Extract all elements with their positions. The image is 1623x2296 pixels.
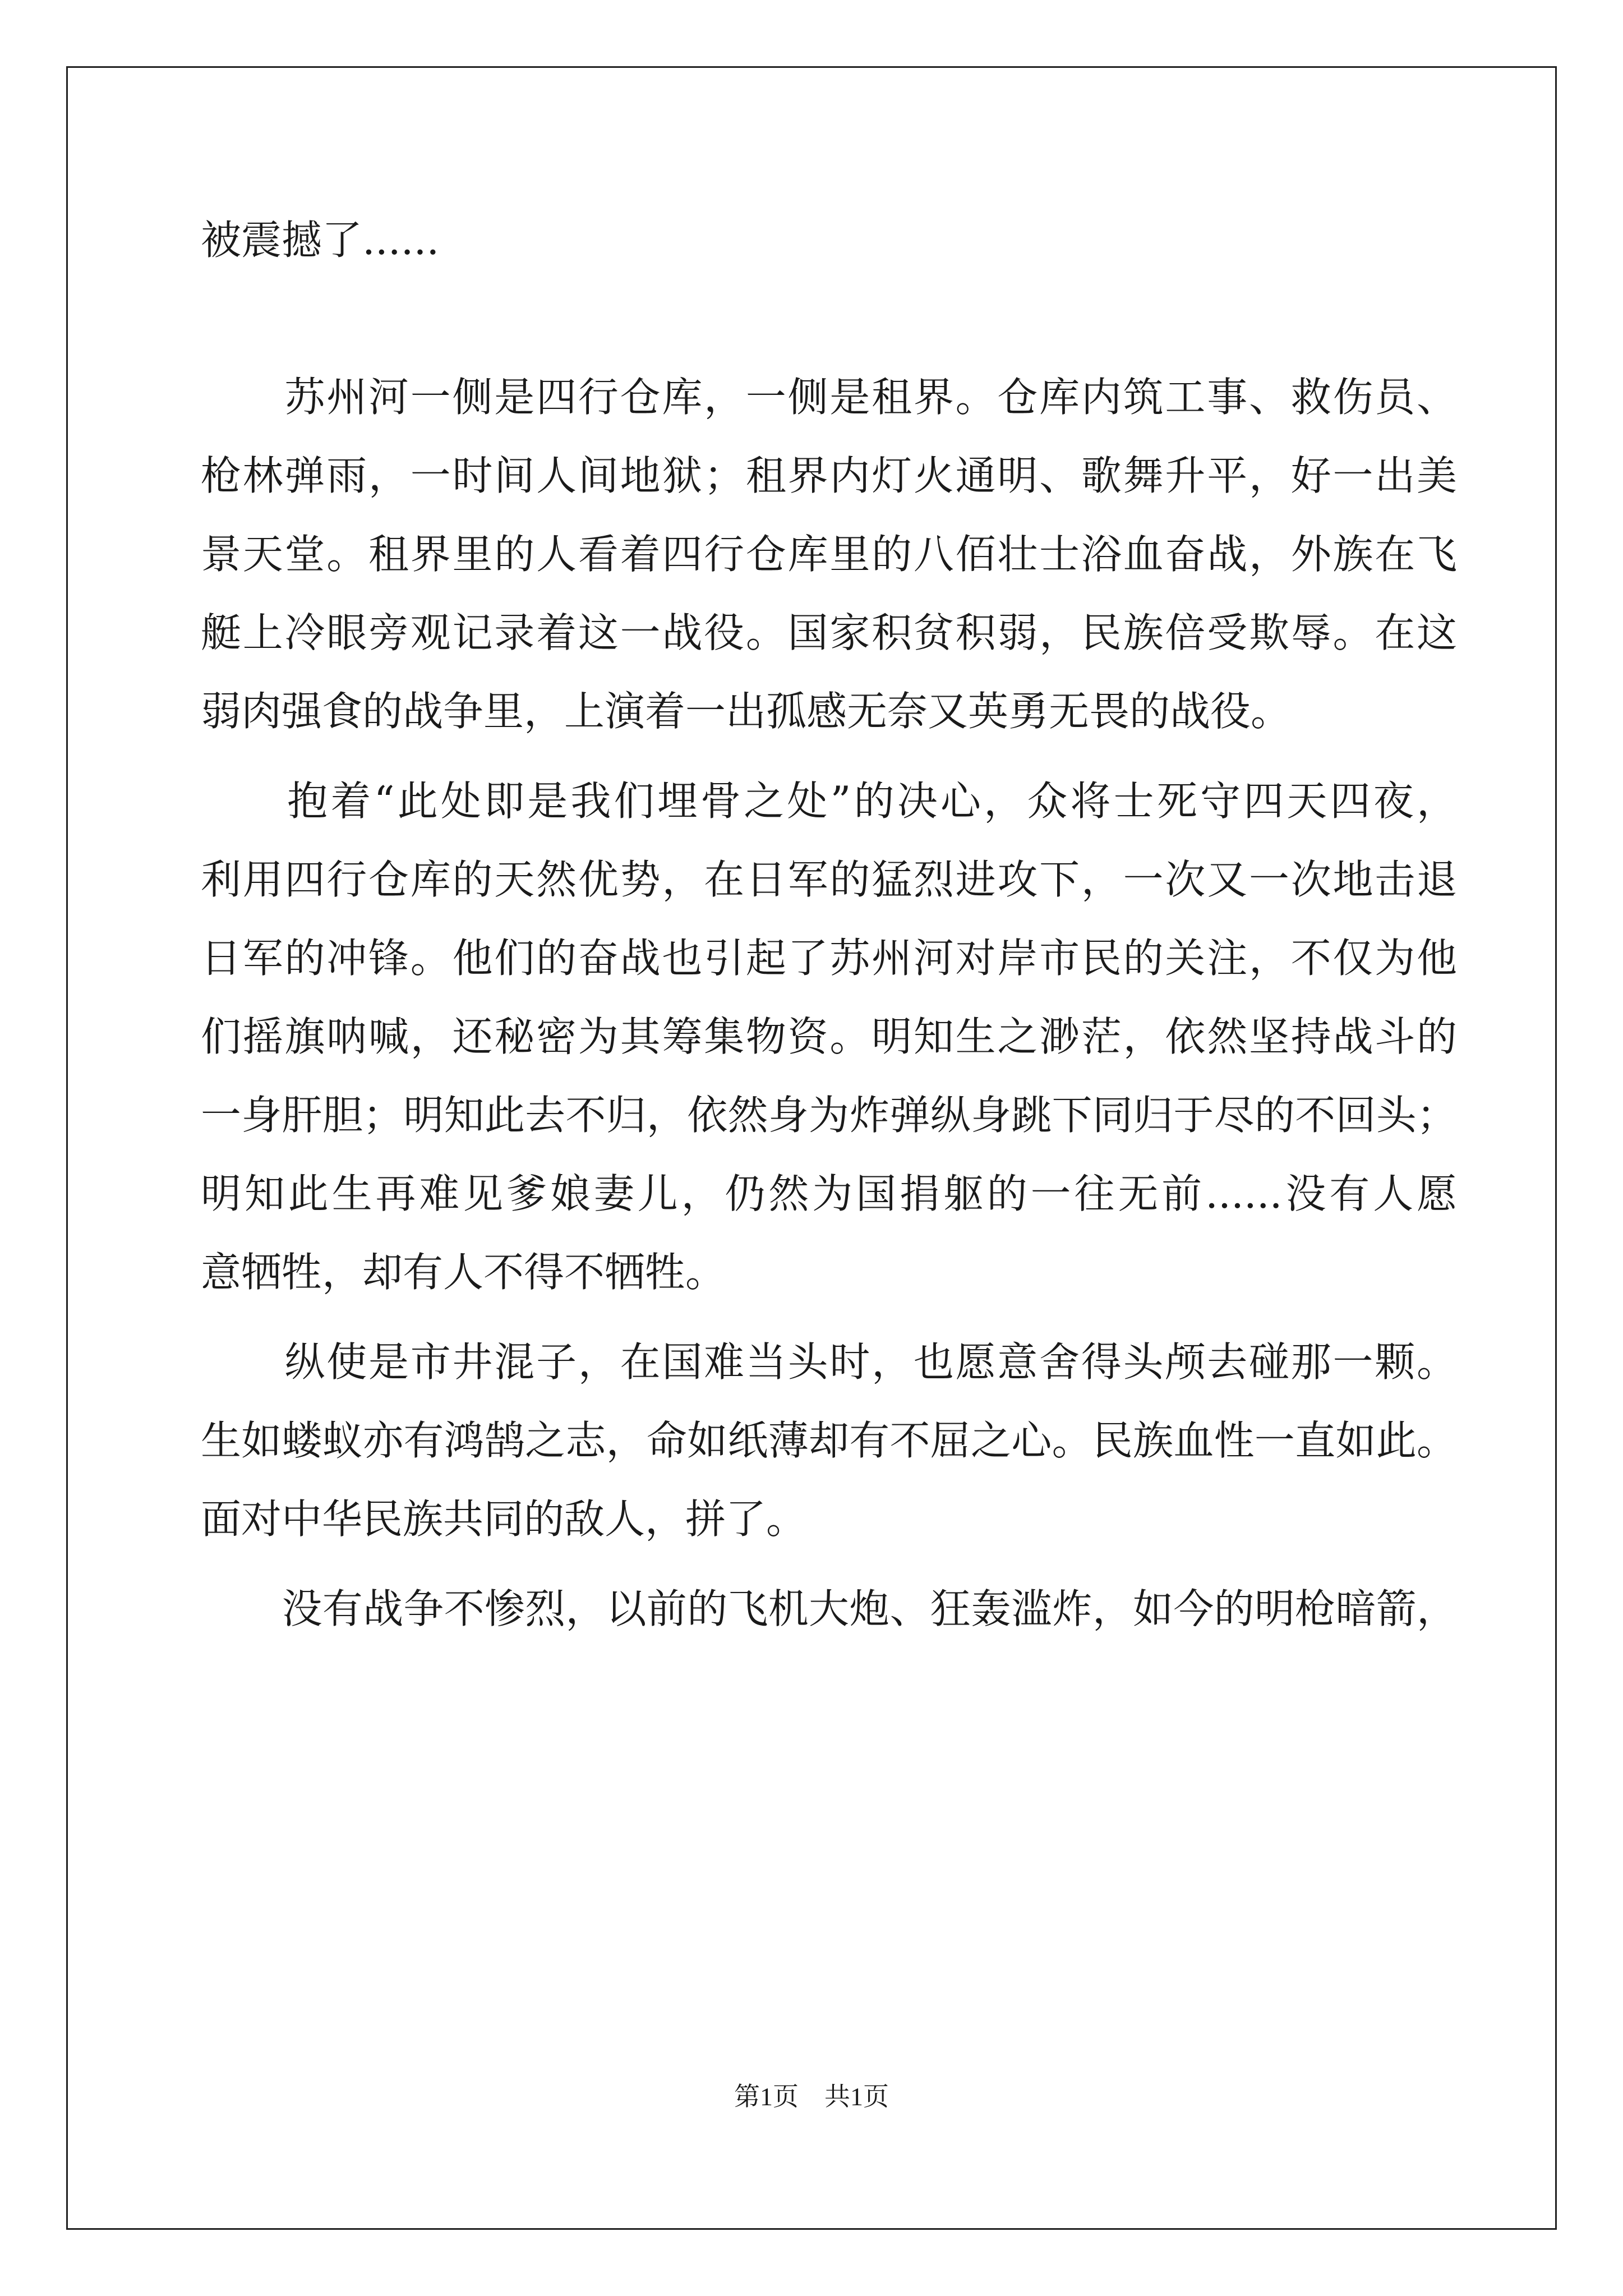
text-line: 没有战争不惨烈，以前的飞机大炮、狂轰滥炸，如今的明枪暗箭， (201, 1585, 1457, 1632)
text-line: 弱肉强食的战争里，上演着一出孤感无奈又英勇无畏的战役。 (201, 688, 1292, 735)
text-line: 利用四行仓库的天然优势，在日军的猛烈进攻下，一次又一次地击退 (201, 856, 1457, 903)
text-line: 日军的冲锋。他们的奋战也引起了苏州河对岸市民的关注，不仅为他 (201, 935, 1457, 982)
text-line: 明知此生再难见爹娘妻儿，仍然为国捐躯的一往无前......没有人愿 (201, 1170, 1457, 1217)
text-line: 抱着“此处即是我们埋骨之处”的决心，众将士死守四天四夜， (201, 777, 1457, 825)
text-line: 意牺牲，却有人不得不牺牲。 (201, 1249, 726, 1296)
text-line: 生如蝼蚁亦有鸿鹄之志，命如纸薄却有不屈之心。民族血性一直如此。 (201, 1417, 1457, 1464)
text-line: 被震撼了...... (201, 217, 440, 264)
text-line: 枪林弹雨，一时间人间地狱；租界内灯火通明、歌舞升平，好一出美 (201, 452, 1457, 499)
text-line: 纵使是市井混子，在国难当头时，也愿意舍得头颅去碰那一颗。 (201, 1338, 1457, 1386)
text-line: 苏州河一侧是四行仓库，一侧是租界。仓库内筑工事、救伤员、 (201, 374, 1457, 421)
text-line: 景天堂。租界里的人看着四行仓库里的八佰壮士浴血奋战，外族在飞 (201, 531, 1457, 578)
text-line: 面对中华民族共同的敌人，拼了。 (201, 1496, 807, 1543)
page-footer: 第1页 共1页 (734, 2082, 889, 2111)
text-line: 艇上冷眼旁观记录着这一战役。国家积贫积弱，民族倍受欺辱。在这 (201, 609, 1457, 656)
text-line: 们摇旗呐喊，还秘密为其筹集物资。明知生之渺茫，依然坚持战斗的 (201, 1013, 1457, 1060)
text-line: 一身肝胆；明知此去不归，依然身为炸弹纵身跳下同归于尽的不回头； (201, 1092, 1457, 1139)
